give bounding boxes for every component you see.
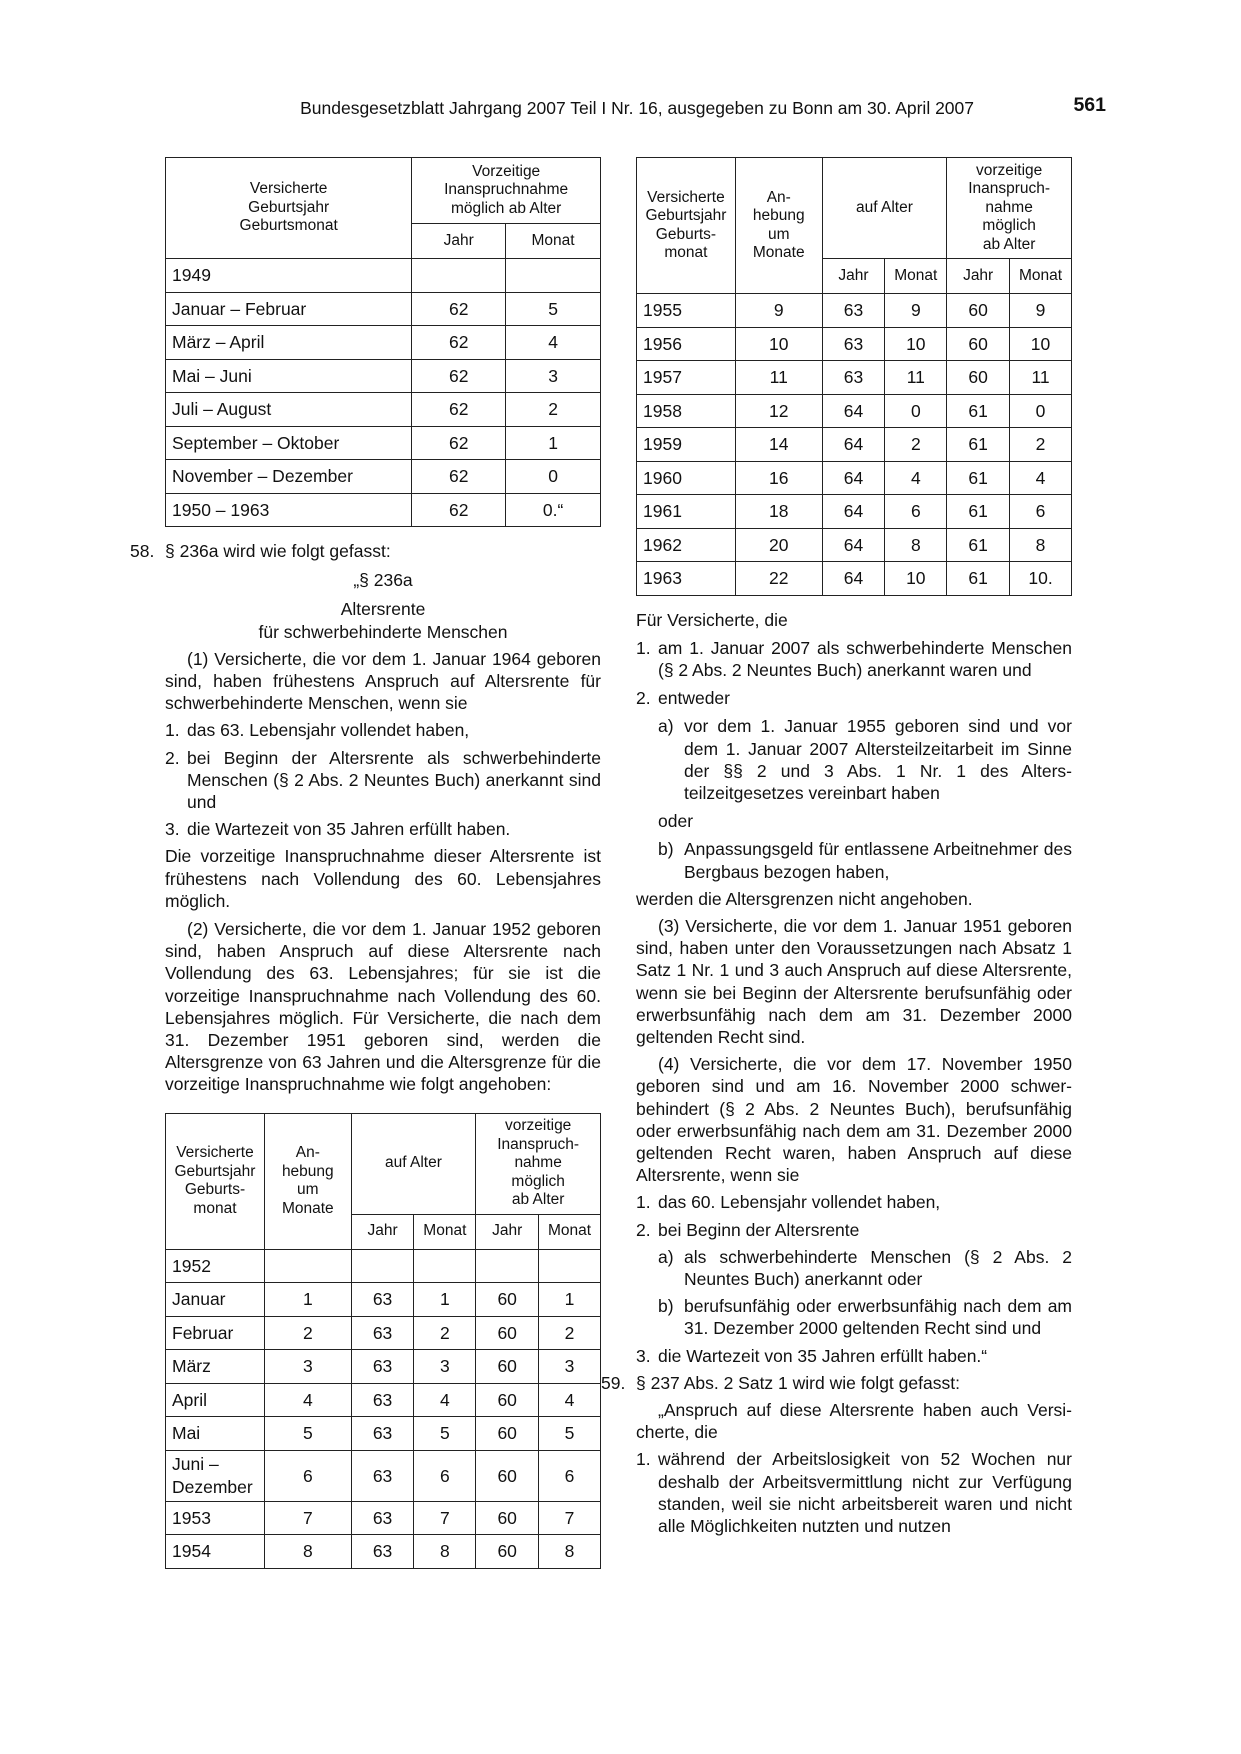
table-row: November – Dezember 62 0: [166, 460, 601, 494]
list-item: 1. am 1. Januar 2007 als schwerbehinderte Menschen (§ 2 Abs. 2 Neuntes Buch) anerkannt waren und: [636, 637, 1072, 680]
section-heading: Altersrente: [340, 599, 426, 620]
item-58: [130, 540, 601, 562]
list-item: 1. während der Arbeitslosigkeit von 52 Wochen nur deshalb der Arbeitsvermittlung nicht zur Verfügung standen, weil sie nicht arbeitsbereit waren und nicht alle Möglichkeiten nutzten und nutzen: [636, 1449, 1072, 1537]
table-row: Mai 5 63 5 60 5: [166, 1417, 601, 1451]
list-item: a) vor dem 1. Januar 1955 geboren sind und vor dem 1. Januar 2007 Altersteilzeitarbeit im Sinne der §§ 2 und 3 Abs. 1 Nr. 1 des Altersteilzeitgesetzes vereinbart haben: [658, 716, 1072, 803]
left-column: [130, 157, 601, 1569]
table-row: 1961 18 64 6 61 6: [637, 495, 1072, 529]
paragraph-3: (2) Versicherte, die vor dem 1. Januar 1952 geboren sind, haben Anspruch auf diese Altersrente nach Vollendung des 63. Lebensjahres; für sie ist die vorzeitige Inanspruchnahme nach Vollendung des 60. Lebensjahres möglich. Für Versicherte, die nach dem 31. Dezember 1951 geboren sind, werden die Altersgrenze von 63 Jahren und die Altersgrenze für die vorzeitige Inanspruchnahme wie folgt angehoben:: [165, 919, 601, 1095]
right-text-body: [636, 609, 1072, 1367]
table-1949-col-header: Versicherte Geburtsjahr Geburtsmonat: [166, 158, 412, 259]
page-number: 561: [1073, 94, 1106, 116]
sub-header-jahr: Jahr: [351, 1214, 414, 1249]
section-ref: „§ 236a: [353, 570, 413, 591]
table-row: 1958 12 64 0 61 0: [637, 394, 1072, 428]
table-3-auf-alter-header: auf Alter: [822, 158, 947, 259]
table-row: Mai – Juni 62 3: [166, 359, 601, 393]
list-item: 1. das 60. Lebensjahr vollendet haben,: [636, 1192, 941, 1213]
table-row: September – Oktober 62 1: [166, 426, 601, 460]
list-item: 3. die Wartezeit von 35 Jahren erfüllt haben.“: [636, 1345, 988, 1366]
list-item: 1. das 63. Lebensjahr vollendet haben,: [165, 720, 470, 741]
sub-header-monat: Monat: [885, 259, 947, 294]
table-row: Juni – Dezember 6 63 6 60 6: [166, 1450, 601, 1501]
table-1949-sub-jahr: Jahr: [412, 223, 506, 258]
table-row: 1960 16 64 4 61 4: [637, 461, 1072, 495]
table-row: 1950 – 1963 62 0.“: [166, 493, 601, 527]
table-row: 1949: [166, 259, 601, 293]
item-58-body: [165, 569, 601, 1095]
table-row: Januar 1 63 1 60 1: [166, 1283, 601, 1317]
table-row: 1957 11 63 11 60 11: [637, 361, 1072, 395]
item-59-number: 59.: [601, 1372, 626, 1393]
table-row: 1962 20 64 8 61 8: [637, 528, 1072, 562]
table-row: 1963 22 64 10 61 10.: [637, 562, 1072, 596]
table-row: 1956 10 63 10 60 10: [637, 327, 1072, 361]
sub-list: [658, 715, 1072, 882]
list-item: b) berufsunfähig oder erwerbsunfähig nach dem am 31. Dezember 2000 geltenden Recht sind und: [658, 1296, 1072, 1339]
table-row: 1959 14 64 2 61 2: [637, 428, 1072, 462]
paragraph-2: Die vorzeitige Inanspruchnahme dieser Altersrente ist frühestens nach Vollendung des 60. Lebensjahres möglich.: [165, 846, 601, 911]
gazette-title: Bundesgesetzblatt Jahrgang 2007 Teil I Nr. 16, ausgegeben zu Bonn am 30. April 2007: [300, 98, 974, 118]
sub-header-monat: Monat: [539, 1214, 601, 1249]
sub-header-monat: Monat: [414, 1214, 476, 1249]
sub-header-jahr: Jahr: [822, 259, 885, 294]
list-item: b) Anpassungsgeld für entlassene Arbeitnehmer des Bergbaus bezogen haben,: [658, 839, 1072, 882]
item-58-text: § 236a wird wie folgt gefasst:: [165, 541, 391, 561]
table-1949: [165, 157, 601, 527]
page-header: [0, 94, 1241, 128]
item-59: [601, 1372, 1072, 1394]
item-58-number: 58.: [130, 541, 155, 561]
list-item: 2. bei Beginn der Altersrente: [636, 1219, 860, 1240]
table-row: März – April 62 4: [166, 326, 601, 360]
table-2-anhebung-header: An- hebung um Monate: [264, 1113, 351, 1249]
sub-header-jahr: Jahr: [476, 1214, 539, 1249]
table-row: März 3 63 3 60 3: [166, 1350, 601, 1384]
paragraph-3-right: (3) Versicherte, die vor dem 1. Januar 1951 geboren sind, haben unter den Voraussetzungen nach Absatz 1 Satz 1 Nr. 1 und 3 auch Anspruch auf diese Altersrente, wenn sie bei Beginn der Altersrente berufsunfähig oder erwerbsunfähig nach dem am 31. Dezember 2000 geltenden Recht sind.: [636, 915, 1072, 1047]
list-item: a) als schwerbehinderte Menschen (§ 2 Abs. 2 Neuntes Buch) anerkannt oder: [658, 1246, 1072, 1289]
table-3-vorzeitige-header: vorzeitige Inanspruch- nahme möglich ab Alter: [947, 158, 1072, 259]
table-row: April 4 63 4 60 4: [166, 1383, 601, 1417]
table-row: 1955 9 63 9 60 9: [637, 294, 1072, 328]
table-row: 1954 8 63 8 60 8: [166, 1535, 601, 1569]
table-row: Februar 2 63 2 60 2: [166, 1316, 601, 1350]
intro-text: Für Versicherte, die: [636, 609, 788, 630]
table-2-auf-alter-header: auf Alter: [351, 1113, 476, 1214]
table-1949-sub-monat: Monat: [506, 223, 601, 258]
table-row: Januar – Februar 62 5: [166, 292, 601, 326]
sub-header-jahr: Jahr: [947, 259, 1010, 294]
section-heading-2: für schwerbehinderte Menschen: [258, 621, 508, 642]
table-2-vorzeitige-header: vorzeitige Inanspruch- nahme möglich ab Alter: [476, 1113, 601, 1214]
list-item: 2. entweder: [636, 688, 730, 709]
table-3-anhebung-header: An- hebung um Monate: [735, 158, 822, 294]
after-text: werden die Altersgrenzen nicht angehoben.: [636, 888, 973, 909]
sub-list: [658, 1246, 1072, 1340]
item-59-quote: „Anspruch auf diese Altersrente haben auch Versicherte, die: [636, 1400, 1072, 1443]
table-row: Juli – August 62 2: [166, 393, 601, 427]
table-1952-1954: [165, 1113, 601, 1569]
table-1949-group-header: Vorzeitige Inanspruchnahme möglich ab Alter: [412, 158, 601, 224]
item-59-text: § 237 Abs. 2 Satz 1 wird wie folgt gefasst:: [636, 1372, 960, 1393]
right-column: [601, 157, 1106, 1537]
paragraph-4: (4) Versicherte, die vor dem 17. November 1950 geboren sind und am 16. November 2000 schwerbehindert (§ 2 Abs. 2 Neuntes Buch), berufsunfähig oder erwerbsunfähig nach dem am 31. Dezember 2000 geltenden Recht waren, haben Anspruch auf diese Altersrente, wenn sie: [636, 1054, 1072, 1186]
paragraph-1: (1) Versicherte, die vor dem 1. Januar 1964 geboren sind, haben frühestens Anspruch auf Altersrente für schwerbehinderte Menschen, wenn sie: [165, 648, 601, 714]
table-3-col-header: Versicherte Geburtsjahr Geburts- monat: [637, 158, 736, 294]
list-item: 3. die Wartezeit von 35 Jahren erfüllt haben.: [165, 819, 511, 840]
table-1955-1963: [636, 157, 1072, 596]
table-row: 1952: [166, 1249, 601, 1283]
list-item: 2. bei Beginn der Altersrente als schwerbehinderte Menschen (§ 2 Abs. 2 Neuntes Buch) anerkannt sind und: [165, 747, 601, 813]
table-2-col-header: Versicherte Geburtsjahr Geburts- monat: [166, 1113, 265, 1249]
item-59-body: [636, 1399, 1072, 1537]
table-row: 1953 7 63 7 60 7: [166, 1501, 601, 1535]
oder-text: oder: [658, 811, 694, 832]
sub-header-monat: Monat: [1010, 259, 1072, 294]
